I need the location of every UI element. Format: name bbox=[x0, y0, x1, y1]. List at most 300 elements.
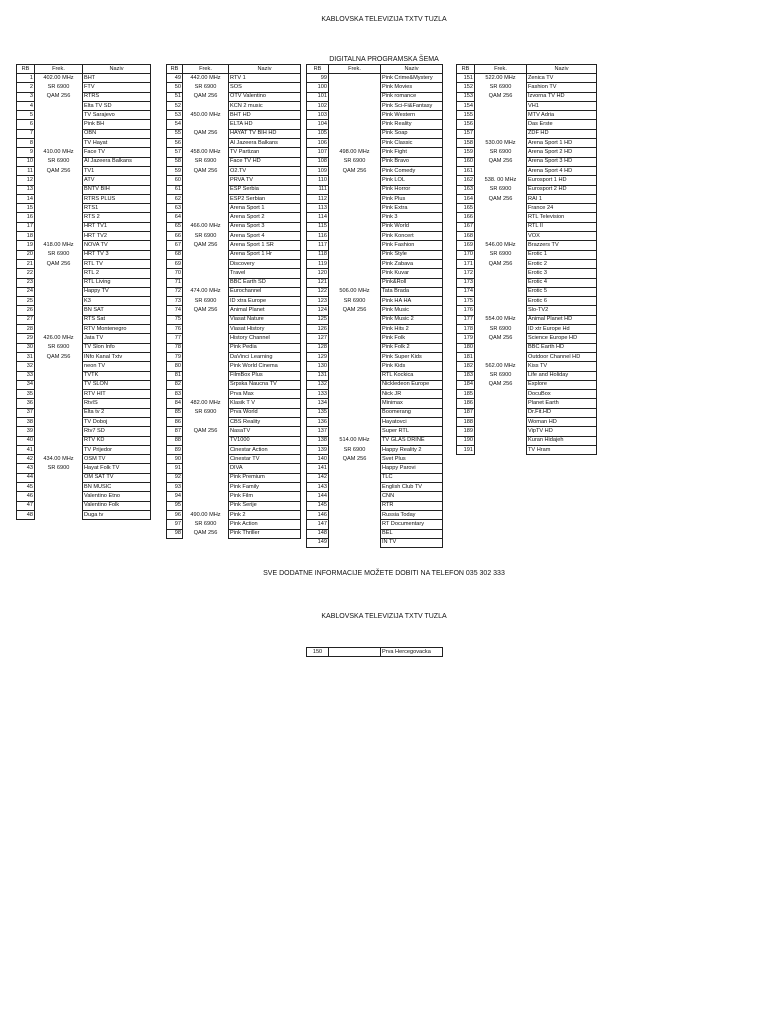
table-row bbox=[17, 390, 151, 399]
table-row bbox=[457, 250, 597, 259]
channel-frequency: 482.00 MHz bbox=[190, 400, 221, 407]
channel-frequency: 522.00 MHz bbox=[485, 74, 516, 81]
channel-name: Pink Sci-Fi&Fantasy bbox=[381, 101, 443, 110]
channel-frequency bbox=[329, 241, 381, 250]
channel-number: 119 bbox=[307, 259, 329, 268]
channel-number: 28 bbox=[17, 325, 35, 334]
channel-frequency bbox=[329, 269, 381, 278]
rb-header: RB bbox=[17, 65, 35, 74]
channel-name: Elta TV SD bbox=[83, 101, 151, 110]
table-row bbox=[167, 315, 301, 324]
channel-name: RTL TV bbox=[83, 259, 151, 268]
table-row bbox=[17, 436, 151, 445]
channel-name: Pink Comedy bbox=[381, 166, 443, 175]
table-row bbox=[307, 166, 443, 175]
table-row bbox=[167, 436, 301, 445]
channel-number: 183 bbox=[457, 371, 475, 380]
channel-frequency: 458.00 MHz bbox=[190, 149, 221, 156]
channel-name: RTV 1 bbox=[229, 74, 301, 83]
channel-number: 92 bbox=[167, 473, 183, 482]
channel-name: Face TV bbox=[83, 148, 151, 157]
channel-name: Arena Sport 1 bbox=[229, 204, 301, 213]
channel-name: RTV KD bbox=[83, 436, 151, 445]
table-row bbox=[307, 204, 443, 213]
channel-frequency bbox=[329, 213, 381, 222]
channel-name: K3 bbox=[83, 297, 151, 306]
channel-frequency bbox=[329, 101, 381, 110]
channel-frequency: SR 6900 bbox=[194, 297, 217, 304]
channel-number: 77 bbox=[167, 334, 183, 343]
channel-name: Face TV HD bbox=[229, 157, 301, 166]
channel-frequency bbox=[35, 427, 83, 436]
channel-name: ID xtra Europe bbox=[229, 297, 301, 306]
table-row bbox=[167, 501, 301, 510]
channel-frequency bbox=[183, 436, 229, 445]
channel-name: RTRS bbox=[83, 92, 151, 101]
table-row bbox=[17, 120, 151, 129]
channel-number: 161 bbox=[457, 166, 475, 175]
channel-frequency bbox=[475, 352, 527, 361]
channel-name: IN TV bbox=[381, 538, 443, 547]
channel-frequency: SR 6900 bbox=[489, 372, 512, 379]
channel-name: Viasat History bbox=[229, 325, 301, 334]
channel-number: 127 bbox=[307, 334, 329, 343]
channel-name: Srpska Naucna TV bbox=[229, 380, 301, 389]
table-row bbox=[307, 501, 443, 510]
table-row bbox=[17, 204, 151, 213]
channel-frequency bbox=[183, 464, 229, 473]
channel-name: Cinestar Action bbox=[229, 445, 301, 454]
table-row bbox=[457, 427, 597, 436]
channel-frequency: QAM 256 bbox=[193, 427, 218, 434]
channel-name: RTL 2 bbox=[83, 269, 151, 278]
channel-number: 5 bbox=[17, 111, 35, 120]
channel-frequency: 410.00 MHz bbox=[43, 149, 74, 156]
channel-name: Arena Sport 1 HD bbox=[527, 139, 597, 148]
channel-name: Arena Sport 3 bbox=[229, 222, 301, 231]
table-row bbox=[307, 278, 443, 287]
channel-frequency: QAM 256 bbox=[193, 130, 218, 137]
channel-frequency bbox=[183, 362, 229, 371]
channel-number: 46 bbox=[17, 492, 35, 501]
channel-frequency bbox=[329, 390, 381, 399]
channel-number: 99 bbox=[307, 74, 329, 83]
channel-name: Tata Brada bbox=[381, 287, 443, 296]
channel-frequency bbox=[35, 213, 83, 222]
channel-frequency bbox=[475, 390, 527, 399]
channel-frequency bbox=[35, 483, 83, 492]
table-row bbox=[167, 269, 301, 278]
channel-frequency bbox=[183, 269, 229, 278]
table-row bbox=[17, 297, 151, 306]
channel-number: 68 bbox=[167, 250, 183, 259]
channel-number: 16 bbox=[17, 213, 35, 222]
table-row bbox=[17, 473, 151, 482]
table-row bbox=[457, 92, 597, 101]
table-row bbox=[307, 241, 443, 250]
table-row bbox=[17, 111, 151, 120]
table-row bbox=[167, 417, 301, 426]
channel-number: 174 bbox=[457, 287, 475, 296]
channel-number: 65 bbox=[167, 222, 183, 231]
table-row bbox=[167, 232, 301, 241]
channel-name: MTV Adria bbox=[527, 111, 597, 120]
channel-frequency bbox=[475, 306, 527, 315]
table-row bbox=[167, 241, 301, 250]
channel-number: 58 bbox=[167, 157, 183, 166]
channel-number: 160 bbox=[457, 157, 475, 166]
table-row bbox=[307, 139, 443, 148]
channel-number: 144 bbox=[307, 492, 329, 501]
channel-name: Prva Max bbox=[229, 390, 301, 399]
channel-name: BN MUSIC bbox=[83, 483, 151, 492]
channel-name: HRT TV 3 bbox=[83, 250, 151, 259]
channel-frequency: SR 6900 bbox=[489, 186, 512, 193]
channel-number: 96 bbox=[167, 510, 183, 519]
channel-frequency: QAM 256 bbox=[193, 93, 218, 100]
channel-name: France 24 bbox=[527, 204, 597, 213]
channel-number: 60 bbox=[167, 176, 183, 185]
channel-number: 15 bbox=[17, 204, 35, 213]
channel-frequency bbox=[183, 278, 229, 287]
channel-number: 115 bbox=[307, 222, 329, 231]
channel-frequency bbox=[475, 232, 527, 241]
table-row bbox=[457, 306, 597, 315]
channel-frequency bbox=[183, 417, 229, 426]
table-row bbox=[17, 315, 151, 324]
channel-name: Pink 3 bbox=[381, 213, 443, 222]
channel-number: 137 bbox=[307, 427, 329, 436]
table-row bbox=[457, 129, 597, 138]
channel-number: 122 bbox=[307, 287, 329, 296]
channel-frequency bbox=[475, 101, 527, 110]
channel-name: RTRS PLUS bbox=[83, 194, 151, 203]
channel-frequency bbox=[329, 129, 381, 138]
table-row bbox=[457, 148, 597, 157]
channel-number: 47 bbox=[17, 501, 35, 510]
channel-frequency bbox=[183, 371, 229, 380]
channel-frequency bbox=[183, 445, 229, 454]
table-row bbox=[17, 139, 151, 148]
channel-frequency: QAM 256 bbox=[46, 353, 71, 360]
channel-frequency bbox=[35, 315, 83, 324]
table-row bbox=[307, 297, 443, 306]
table-row bbox=[307, 222, 443, 231]
table-row bbox=[167, 278, 301, 287]
channel-name: Pink romance bbox=[381, 92, 443, 101]
table-row bbox=[307, 436, 443, 445]
channel-number: 136 bbox=[307, 417, 329, 426]
extra-naziv: Prva Hercegovacka bbox=[381, 648, 443, 657]
channel-number: 184 bbox=[457, 380, 475, 389]
table-row bbox=[17, 371, 151, 380]
channel-frequency: SR 6900 bbox=[47, 465, 70, 472]
channel-number: 181 bbox=[457, 352, 475, 361]
table-row bbox=[17, 259, 151, 268]
table-row bbox=[457, 259, 597, 268]
channel-name: SOS bbox=[229, 83, 301, 92]
channel-number: 148 bbox=[307, 529, 329, 538]
channel-name: RT Documentary bbox=[381, 520, 443, 529]
naziv-header: Naziv bbox=[83, 65, 151, 74]
channel-number: 39 bbox=[17, 427, 35, 436]
table-row bbox=[307, 417, 443, 426]
channel-number: 165 bbox=[457, 204, 475, 213]
channel-frequency bbox=[183, 185, 229, 194]
channel-name: TV GLAS DRINE bbox=[381, 436, 443, 445]
channel-number: 132 bbox=[307, 380, 329, 389]
channel-number: 97 bbox=[167, 520, 183, 529]
channel-name: Pink Kids bbox=[381, 362, 443, 371]
channel-number: 24 bbox=[17, 287, 35, 296]
channel-name: O2.TV bbox=[229, 166, 301, 175]
channel-number: 59 bbox=[167, 166, 183, 175]
channel-number: 57 bbox=[167, 148, 183, 157]
channel-number: 70 bbox=[167, 269, 183, 278]
channel-frequency bbox=[329, 325, 381, 334]
channel-frequency bbox=[329, 176, 381, 185]
channel-name: PRVA TV bbox=[229, 176, 301, 185]
channel-number: 105 bbox=[307, 129, 329, 138]
channel-name: BEL bbox=[381, 529, 443, 538]
channel-number: 131 bbox=[307, 371, 329, 380]
channel-name: Rtv7 SD bbox=[83, 427, 151, 436]
channel-number: 139 bbox=[307, 445, 329, 454]
table-row bbox=[307, 232, 443, 241]
channel-name: Pink 2 bbox=[229, 510, 301, 519]
channel-number: 38 bbox=[17, 417, 35, 426]
table-row bbox=[307, 464, 443, 473]
channel-frequency: 546.00 MHz bbox=[485, 241, 516, 248]
channel-number: 18 bbox=[17, 232, 35, 241]
channel-name: VH1 bbox=[527, 101, 597, 110]
channel-name: Pink Zabava bbox=[381, 259, 443, 268]
channel-frequency bbox=[475, 297, 527, 306]
channel-name: Eurosport 2 HD bbox=[527, 185, 597, 194]
channel-number: 135 bbox=[307, 408, 329, 417]
channel-frequency bbox=[35, 139, 83, 148]
channel-frequency bbox=[329, 222, 381, 231]
channel-name: Hayat Folk TV bbox=[83, 464, 151, 473]
table-row bbox=[167, 408, 301, 417]
table-row bbox=[307, 259, 443, 268]
channel-name: Pink HA HA bbox=[381, 297, 443, 306]
table-row bbox=[167, 520, 301, 529]
channel-name: TV Prijedor bbox=[83, 445, 151, 454]
table-row bbox=[167, 166, 301, 175]
channel-frequency bbox=[475, 166, 527, 175]
channel-name: Arena Sport 1 Hr bbox=[229, 250, 301, 259]
channel-number: 11 bbox=[17, 166, 35, 175]
channel-frequency: QAM 256 bbox=[488, 260, 513, 267]
channel-frequency bbox=[35, 120, 83, 129]
channel-name: Planet Earth bbox=[527, 399, 597, 408]
channel-frequency: QAM 256 bbox=[193, 307, 218, 314]
rb-header: RB bbox=[167, 65, 183, 74]
channel-name: RTL Kockica bbox=[381, 371, 443, 380]
channel-name: CBS Reality bbox=[229, 417, 301, 426]
channel-number: 56 bbox=[167, 139, 183, 148]
table-row bbox=[17, 194, 151, 203]
channel-frequency: QAM 256 bbox=[46, 93, 71, 100]
table-row bbox=[457, 343, 597, 352]
channel-number: 51 bbox=[167, 92, 183, 101]
channel-frequency bbox=[475, 427, 527, 436]
table-row bbox=[17, 101, 151, 110]
channel-frequency: SR 6900 bbox=[489, 325, 512, 332]
channel-frequency: QAM 256 bbox=[342, 455, 367, 462]
channel-name: Pink Classic bbox=[381, 139, 443, 148]
channel-name: Jata TV bbox=[83, 334, 151, 343]
table-row bbox=[457, 222, 597, 231]
channel-frequency bbox=[35, 325, 83, 334]
channel-name: VOX bbox=[527, 232, 597, 241]
table-row bbox=[167, 194, 301, 203]
channel-name: Pink Movies bbox=[381, 83, 443, 92]
channel-name: Cinestar TV bbox=[229, 455, 301, 464]
channel-frequency bbox=[35, 362, 83, 371]
table-row bbox=[457, 297, 597, 306]
channel-frequency bbox=[35, 492, 83, 501]
channel-name: OTV Valentino bbox=[229, 92, 301, 101]
channel-frequency bbox=[475, 408, 527, 417]
channel-name: FilmBox Plus bbox=[229, 371, 301, 380]
channel-number: 185 bbox=[457, 390, 475, 399]
channel-number: 37 bbox=[17, 408, 35, 417]
channel-number: 182 bbox=[457, 362, 475, 371]
channel-frequency bbox=[183, 250, 229, 259]
channel-number: 54 bbox=[167, 120, 183, 129]
channel-frequency: SR 6900 bbox=[194, 409, 217, 416]
channel-frequency bbox=[329, 408, 381, 417]
channel-name: TVTK bbox=[83, 371, 151, 380]
table-row bbox=[457, 269, 597, 278]
channel-frequency bbox=[183, 334, 229, 343]
table-row bbox=[167, 483, 301, 492]
channel-name: ESP Serbia bbox=[229, 185, 301, 194]
channel-name: Happy TV bbox=[83, 287, 151, 296]
channel-name: Pink World bbox=[381, 222, 443, 231]
table-row bbox=[167, 510, 301, 519]
channel-number: 145 bbox=[307, 501, 329, 510]
table-row bbox=[17, 427, 151, 436]
channel-number: 138 bbox=[307, 436, 329, 445]
frek-header: Frek. bbox=[475, 65, 527, 74]
channel-name: RTV HIT bbox=[83, 390, 151, 399]
channel-name: Pink Folk 2 bbox=[381, 343, 443, 352]
channel-name: Erotic 2 bbox=[527, 259, 597, 268]
channel-name: Pink Style bbox=[381, 250, 443, 259]
channel-name: Discovery bbox=[229, 259, 301, 268]
channel-number: 107 bbox=[307, 148, 329, 157]
schedule-subtitle: DIGITALNA PROGRAMSKA ŠEMA bbox=[329, 56, 439, 63]
channel-name: Pink LOL bbox=[381, 176, 443, 185]
table-row bbox=[307, 74, 443, 83]
channel-name: TV Partizan bbox=[229, 148, 301, 157]
channel-number: 166 bbox=[457, 213, 475, 222]
channel-number: 155 bbox=[457, 111, 475, 120]
table-header bbox=[17, 65, 151, 74]
channel-number: 109 bbox=[307, 166, 329, 175]
table-row bbox=[17, 483, 151, 492]
channel-name: OSM TV bbox=[83, 455, 151, 464]
table-row bbox=[457, 111, 597, 120]
channel-name: RTV Montenegro bbox=[83, 325, 151, 334]
table-row bbox=[167, 101, 301, 110]
channel-frequency bbox=[329, 315, 381, 324]
channel-name: BBC Earth HD bbox=[527, 343, 597, 352]
channel-frequency bbox=[329, 362, 381, 371]
channel-number: 179 bbox=[457, 334, 475, 343]
table-row bbox=[307, 343, 443, 352]
channel-frequency bbox=[475, 204, 527, 213]
channel-name: Al Jazeera Balkans bbox=[229, 139, 301, 148]
channel-name: INfo Kanal Txtv bbox=[83, 352, 151, 361]
table-row bbox=[307, 483, 443, 492]
channel-frequency bbox=[475, 129, 527, 138]
table-row bbox=[17, 250, 151, 259]
channel-frequency: 554.00 MHz bbox=[485, 316, 516, 323]
table-row bbox=[167, 529, 301, 538]
channel-number: 173 bbox=[457, 278, 475, 287]
table-row bbox=[307, 287, 443, 296]
channel-name: Pink Crime&Mystery bbox=[381, 74, 443, 83]
channel-number: 50 bbox=[167, 83, 183, 92]
channel-frequency bbox=[35, 436, 83, 445]
channel-name: TV Slon Info bbox=[83, 343, 151, 352]
table-row bbox=[167, 445, 301, 454]
channel-frequency: QAM 256 bbox=[342, 307, 367, 314]
channel-number: 123 bbox=[307, 297, 329, 306]
channel-frequency bbox=[35, 417, 83, 426]
channel-name: Elta tv 2 bbox=[83, 408, 151, 417]
channel-name: TLC bbox=[381, 473, 443, 482]
table-row bbox=[167, 250, 301, 259]
channel-number: 170 bbox=[457, 250, 475, 259]
table-row bbox=[457, 74, 597, 83]
table-row bbox=[307, 399, 443, 408]
footer-title: KABLOVSKA TELEVIZIJA TXTV TUZLA bbox=[321, 613, 447, 620]
channel-number: 175 bbox=[457, 297, 475, 306]
channel-name: Pink BH bbox=[83, 120, 151, 129]
table-row bbox=[17, 269, 151, 278]
table-row bbox=[457, 408, 597, 417]
channel-name: OBN bbox=[83, 129, 151, 138]
channel-frequency bbox=[35, 445, 83, 454]
channel-frequency bbox=[183, 492, 229, 501]
channel-frequency: 434.00 MHz bbox=[43, 455, 74, 462]
channel-number: 22 bbox=[17, 269, 35, 278]
channel-frequency bbox=[329, 538, 381, 547]
table-row bbox=[307, 83, 443, 92]
channel-number: 121 bbox=[307, 278, 329, 287]
channel-number: 154 bbox=[457, 101, 475, 110]
channel-name: HRT TV2 bbox=[83, 232, 151, 241]
channel-name: Pink Pedia bbox=[229, 343, 301, 352]
table-row bbox=[167, 297, 301, 306]
channel-number: 169 bbox=[457, 241, 475, 250]
rb-header: RB bbox=[457, 65, 475, 74]
channel-frequency bbox=[183, 213, 229, 222]
channel-name: ELTA HD bbox=[229, 120, 301, 129]
channel-name: Arena Sport 2 HD bbox=[527, 148, 597, 157]
channel-table-1 bbox=[16, 64, 151, 520]
channel-frequency bbox=[329, 510, 381, 519]
table-row bbox=[167, 380, 301, 389]
channel-frequency: QAM 256 bbox=[488, 158, 513, 165]
channel-name: Arena Sport 1 SR bbox=[229, 241, 301, 250]
channel-name: DaVinci Learning bbox=[229, 352, 301, 361]
